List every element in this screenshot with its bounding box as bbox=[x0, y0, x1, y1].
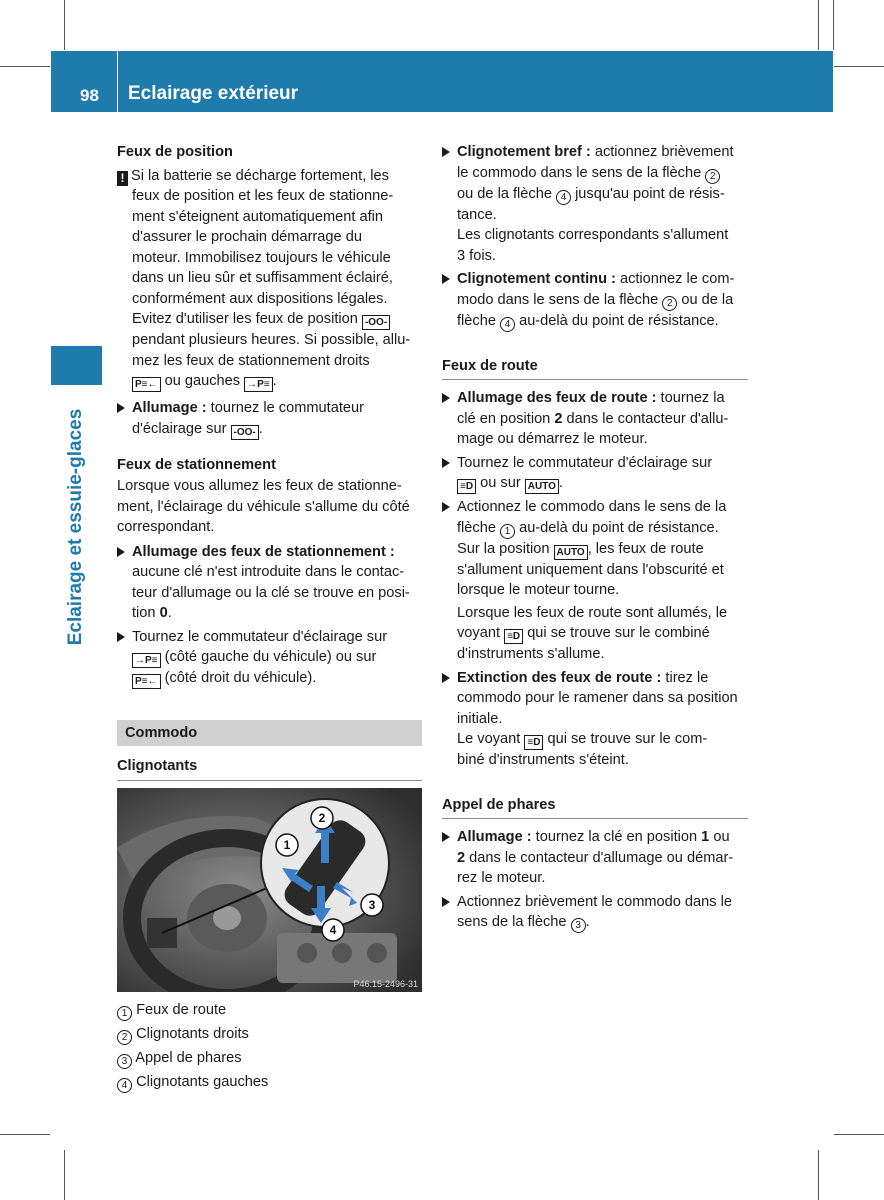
step-text: tirez le bbox=[661, 669, 709, 686]
step-text: Sur la position bbox=[457, 540, 550, 557]
position-lights-icon: -OO- bbox=[362, 315, 390, 330]
legend-number: 4 bbox=[117, 1078, 132, 1093]
step-text: 3 fois. bbox=[457, 247, 496, 264]
crop-mark bbox=[0, 1134, 50, 1135]
crop-mark bbox=[0, 66, 50, 67]
step-text: dans le contacteur d'allumage ou démar- bbox=[465, 849, 734, 866]
crop-mark bbox=[818, 0, 819, 50]
list-item bbox=[442, 497, 748, 665]
step-text: Le voyant bbox=[457, 731, 521, 747]
bullet-arrow-icon bbox=[442, 147, 450, 157]
list-item bbox=[442, 892, 748, 934]
paragraph-line: Lorsque vous allumez les feux de stationne- bbox=[117, 478, 402, 494]
step-text: ou bbox=[709, 829, 730, 845]
step-text: flèche bbox=[457, 519, 496, 536]
step-text: clé en position bbox=[457, 410, 555, 427]
step-text: 1 bbox=[701, 829, 710, 845]
legend-item bbox=[117, 998, 268, 1022]
step-text: ou sur bbox=[480, 475, 521, 491]
list-item bbox=[442, 142, 748, 266]
step-text: . bbox=[167, 605, 172, 621]
warning-text: Evitez d'utiliser les feux de position bbox=[132, 311, 358, 327]
step-text: lorsque le moteur tourne. bbox=[457, 582, 620, 598]
paragraph-line: correspondant. bbox=[117, 519, 215, 535]
step-text: Actionnez brièvement le commodo dans le bbox=[457, 893, 732, 910]
step-text: 0 bbox=[159, 605, 168, 621]
step-text: tournez le commutateur bbox=[206, 400, 364, 416]
legend-label: Appel de phares bbox=[135, 1050, 242, 1066]
list-item bbox=[442, 388, 748, 450]
paragraph-line: ment, l'éclairage du véhicule s'allume du côté bbox=[117, 498, 410, 515]
warning-text: feux de position et les feux de stationne- bbox=[132, 188, 394, 204]
step-label: Allumage : bbox=[132, 400, 207, 416]
high-beam-icon: ≡D bbox=[504, 629, 523, 644]
legend-number: 3 bbox=[117, 1054, 132, 1069]
step-label: Extinction des feux de route : bbox=[457, 669, 662, 686]
step-text: d'instruments s'allume. bbox=[457, 646, 605, 662]
step-text: voyant bbox=[457, 625, 500, 641]
warning-text: ment s'éteignent automatiquement afin bbox=[132, 208, 384, 225]
warning-text: moteur. Immobilisez toujours le véhicule bbox=[132, 249, 391, 266]
step-text: dans le contacteur d'allu- bbox=[562, 410, 729, 427]
bullet-arrow-icon bbox=[442, 393, 450, 403]
section-heading-clignotants: Clignotants bbox=[117, 756, 422, 781]
bullet-arrow-icon bbox=[117, 632, 125, 642]
step-text: qui se trouve sur le com- bbox=[547, 731, 708, 747]
figure-id: P46.15-2496-31 bbox=[353, 979, 418, 989]
paragraph bbox=[117, 476, 423, 538]
step-text: 2 bbox=[457, 849, 466, 866]
warning-text: pendant plusieurs heures. Si possible, allu- bbox=[132, 332, 411, 348]
warning-icon: ! bbox=[117, 171, 128, 186]
parking-left-icon: →P≡ bbox=[244, 377, 273, 392]
warning-text: d'assurer le prochain démarrage du bbox=[132, 229, 362, 245]
step-text: au-delà du point de résistance. bbox=[519, 519, 719, 536]
warning-text: dans un lieu sûr et suffisamment éclairé, bbox=[132, 270, 393, 286]
high-beam-icon: ≡D bbox=[524, 735, 543, 750]
auto-icon: AUTO bbox=[525, 479, 559, 494]
bullet-arrow-icon bbox=[442, 897, 450, 907]
step-text: tion bbox=[132, 605, 160, 621]
step-text: . bbox=[558, 475, 563, 491]
step-text: commodo pour le ramener dans sa position bbox=[457, 690, 738, 706]
bullet-arrow-icon bbox=[442, 458, 450, 468]
step-text: au-delà du point de résistance. bbox=[519, 312, 719, 329]
crop-mark bbox=[834, 66, 884, 67]
step-text: teur d'allumage ou la clé se trouve en posi- bbox=[132, 584, 410, 601]
right-column bbox=[442, 142, 748, 933]
side-tab-marker bbox=[51, 346, 102, 385]
list-item bbox=[117, 627, 423, 690]
step-text: . bbox=[258, 420, 263, 437]
bullet-arrow-icon bbox=[442, 832, 450, 842]
section-heading-feux-de-position: Feux de position bbox=[117, 144, 233, 160]
step-text: d'éclairage sur bbox=[132, 420, 227, 437]
section-heading-commodo: Commodo bbox=[117, 720, 422, 746]
page-title: Eclairage extérieur bbox=[128, 83, 299, 104]
position-lights-icon: -OO- bbox=[231, 425, 259, 440]
crop-mark bbox=[833, 0, 834, 50]
callout-3: 3 bbox=[368, 898, 376, 912]
auto-icon: AUTO bbox=[554, 545, 588, 560]
warning-text: mez les feux de stationnement droits bbox=[132, 352, 370, 369]
left-column bbox=[117, 142, 423, 689]
step-text: qui se trouve sur le combiné bbox=[527, 625, 710, 641]
parking-right-icon: P≡← bbox=[132, 377, 161, 392]
callout-2: 2 bbox=[318, 811, 326, 825]
step-text: aucune clé n'est introduite dans le contac- bbox=[132, 564, 405, 580]
step-text: , les feux de route bbox=[587, 540, 704, 557]
list-item bbox=[117, 398, 423, 440]
legend-label: Feux de route bbox=[136, 1002, 227, 1018]
step-text: . bbox=[585, 914, 590, 930]
commodo-illustration bbox=[117, 788, 422, 992]
legend-label: Clignotants droits bbox=[136, 1026, 249, 1042]
warning-text: Si la batterie se décharge fortement, les bbox=[131, 167, 389, 184]
callout-ref: 2 bbox=[705, 169, 720, 184]
warning-block bbox=[117, 166, 423, 393]
list-item bbox=[442, 668, 748, 771]
step-text: initiale. bbox=[457, 710, 503, 727]
list-item bbox=[442, 827, 748, 889]
step-text: 2 bbox=[554, 410, 563, 427]
step-text: Tournez le commutateur d'éclairage sur bbox=[132, 628, 388, 645]
bullet-arrow-icon bbox=[442, 274, 450, 284]
bullet-arrow-icon bbox=[117, 403, 125, 413]
bullet-arrow-icon bbox=[442, 502, 450, 512]
list-item bbox=[117, 542, 423, 624]
legend-item bbox=[117, 1070, 268, 1094]
callout-ref: 4 bbox=[556, 190, 571, 205]
step-text: sens de la flèche bbox=[457, 914, 567, 930]
parking-right-icon: P≡← bbox=[132, 674, 161, 689]
step-text: Lorsque les feux de route sont allumés, le bbox=[457, 604, 728, 621]
section-heading-appel-de-phares: Appel de phares bbox=[442, 795, 748, 820]
legend-number: 2 bbox=[117, 1030, 132, 1045]
callout-ref: 3 bbox=[571, 918, 586, 933]
callout-ref: 4 bbox=[500, 317, 515, 332]
figure-legend bbox=[117, 998, 268, 1094]
list-item bbox=[442, 453, 748, 495]
step-text: Tournez le commutateur d'éclairage sur bbox=[457, 454, 713, 471]
legend-item bbox=[117, 1046, 268, 1070]
step-text: flèche bbox=[457, 312, 496, 329]
warning-text: . bbox=[272, 373, 277, 389]
step-text: jusqu'au point de résis- bbox=[575, 185, 725, 202]
bullet-arrow-icon bbox=[117, 547, 125, 557]
step-text: actionnez le com- bbox=[615, 271, 735, 287]
step-label: Allumage des feux de route : bbox=[457, 390, 657, 406]
step-text: s'allument uniquement dans l'obscurité et bbox=[457, 561, 724, 578]
crop-mark bbox=[818, 1150, 819, 1200]
section-heading-feux-de-route: Feux de route bbox=[442, 356, 748, 381]
side-tab-label: Eclairage et essuie-glaces bbox=[64, 408, 86, 646]
step-text: (côté droit du véhicule). bbox=[164, 670, 317, 686]
step-label: Clignotement continu : bbox=[457, 271, 616, 287]
section-heading-feux-de-stationnement: Feux de stationnement bbox=[117, 456, 276, 473]
legend-label: Clignotants gauches bbox=[136, 1074, 269, 1090]
step-text: Actionnez le commodo dans le sens de la bbox=[457, 499, 727, 515]
legend-number: 1 bbox=[117, 1006, 132, 1021]
high-beam-icon: ≡D bbox=[457, 479, 476, 494]
page-number: 98 bbox=[80, 86, 99, 105]
step-text: biné d'instruments s'éteint. bbox=[457, 752, 629, 768]
step-label: Clignotement bref : bbox=[457, 144, 591, 160]
step-text: Les clignotants correspondants s'allument bbox=[457, 227, 729, 243]
step-label: Allumage : bbox=[457, 829, 532, 845]
callout-4: 4 bbox=[329, 923, 337, 937]
step-text: le commodo dans le sens de la flèche bbox=[457, 164, 702, 181]
callout-ref: 1 bbox=[500, 524, 515, 539]
step-text: tournez la bbox=[656, 390, 725, 406]
legend-item bbox=[117, 1022, 268, 1046]
crop-mark bbox=[834, 1134, 884, 1135]
step-text: tance. bbox=[457, 206, 497, 223]
crop-mark bbox=[64, 0, 65, 50]
callout-ref: 2 bbox=[662, 296, 677, 311]
step-text: mage ou démarrez le moteur. bbox=[457, 431, 648, 447]
warning-text: conformément aux dispositions légales. bbox=[132, 290, 388, 307]
crop-mark bbox=[64, 1150, 65, 1200]
step-text: (côté gauche du véhicule) ou sur bbox=[164, 649, 377, 665]
step-text: actionnez brièvement bbox=[590, 144, 734, 160]
bullet-arrow-icon bbox=[442, 673, 450, 683]
steering-column-figure bbox=[117, 788, 422, 992]
step-text: ou de la flèche bbox=[457, 185, 552, 202]
step-text: modo dans le sens de la flèche bbox=[457, 291, 659, 308]
step-text: rez le moteur. bbox=[457, 870, 546, 886]
warning-text: ou gauches bbox=[164, 373, 241, 389]
step-text: ou de la bbox=[681, 291, 734, 308]
callout-1: 1 bbox=[283, 838, 291, 852]
parking-left-icon: →P≡ bbox=[132, 653, 161, 668]
list-item bbox=[442, 269, 748, 332]
step-label: Allumage des feux de stationnement : bbox=[132, 543, 395, 560]
step-text: tournez la clé en position bbox=[531, 829, 702, 845]
